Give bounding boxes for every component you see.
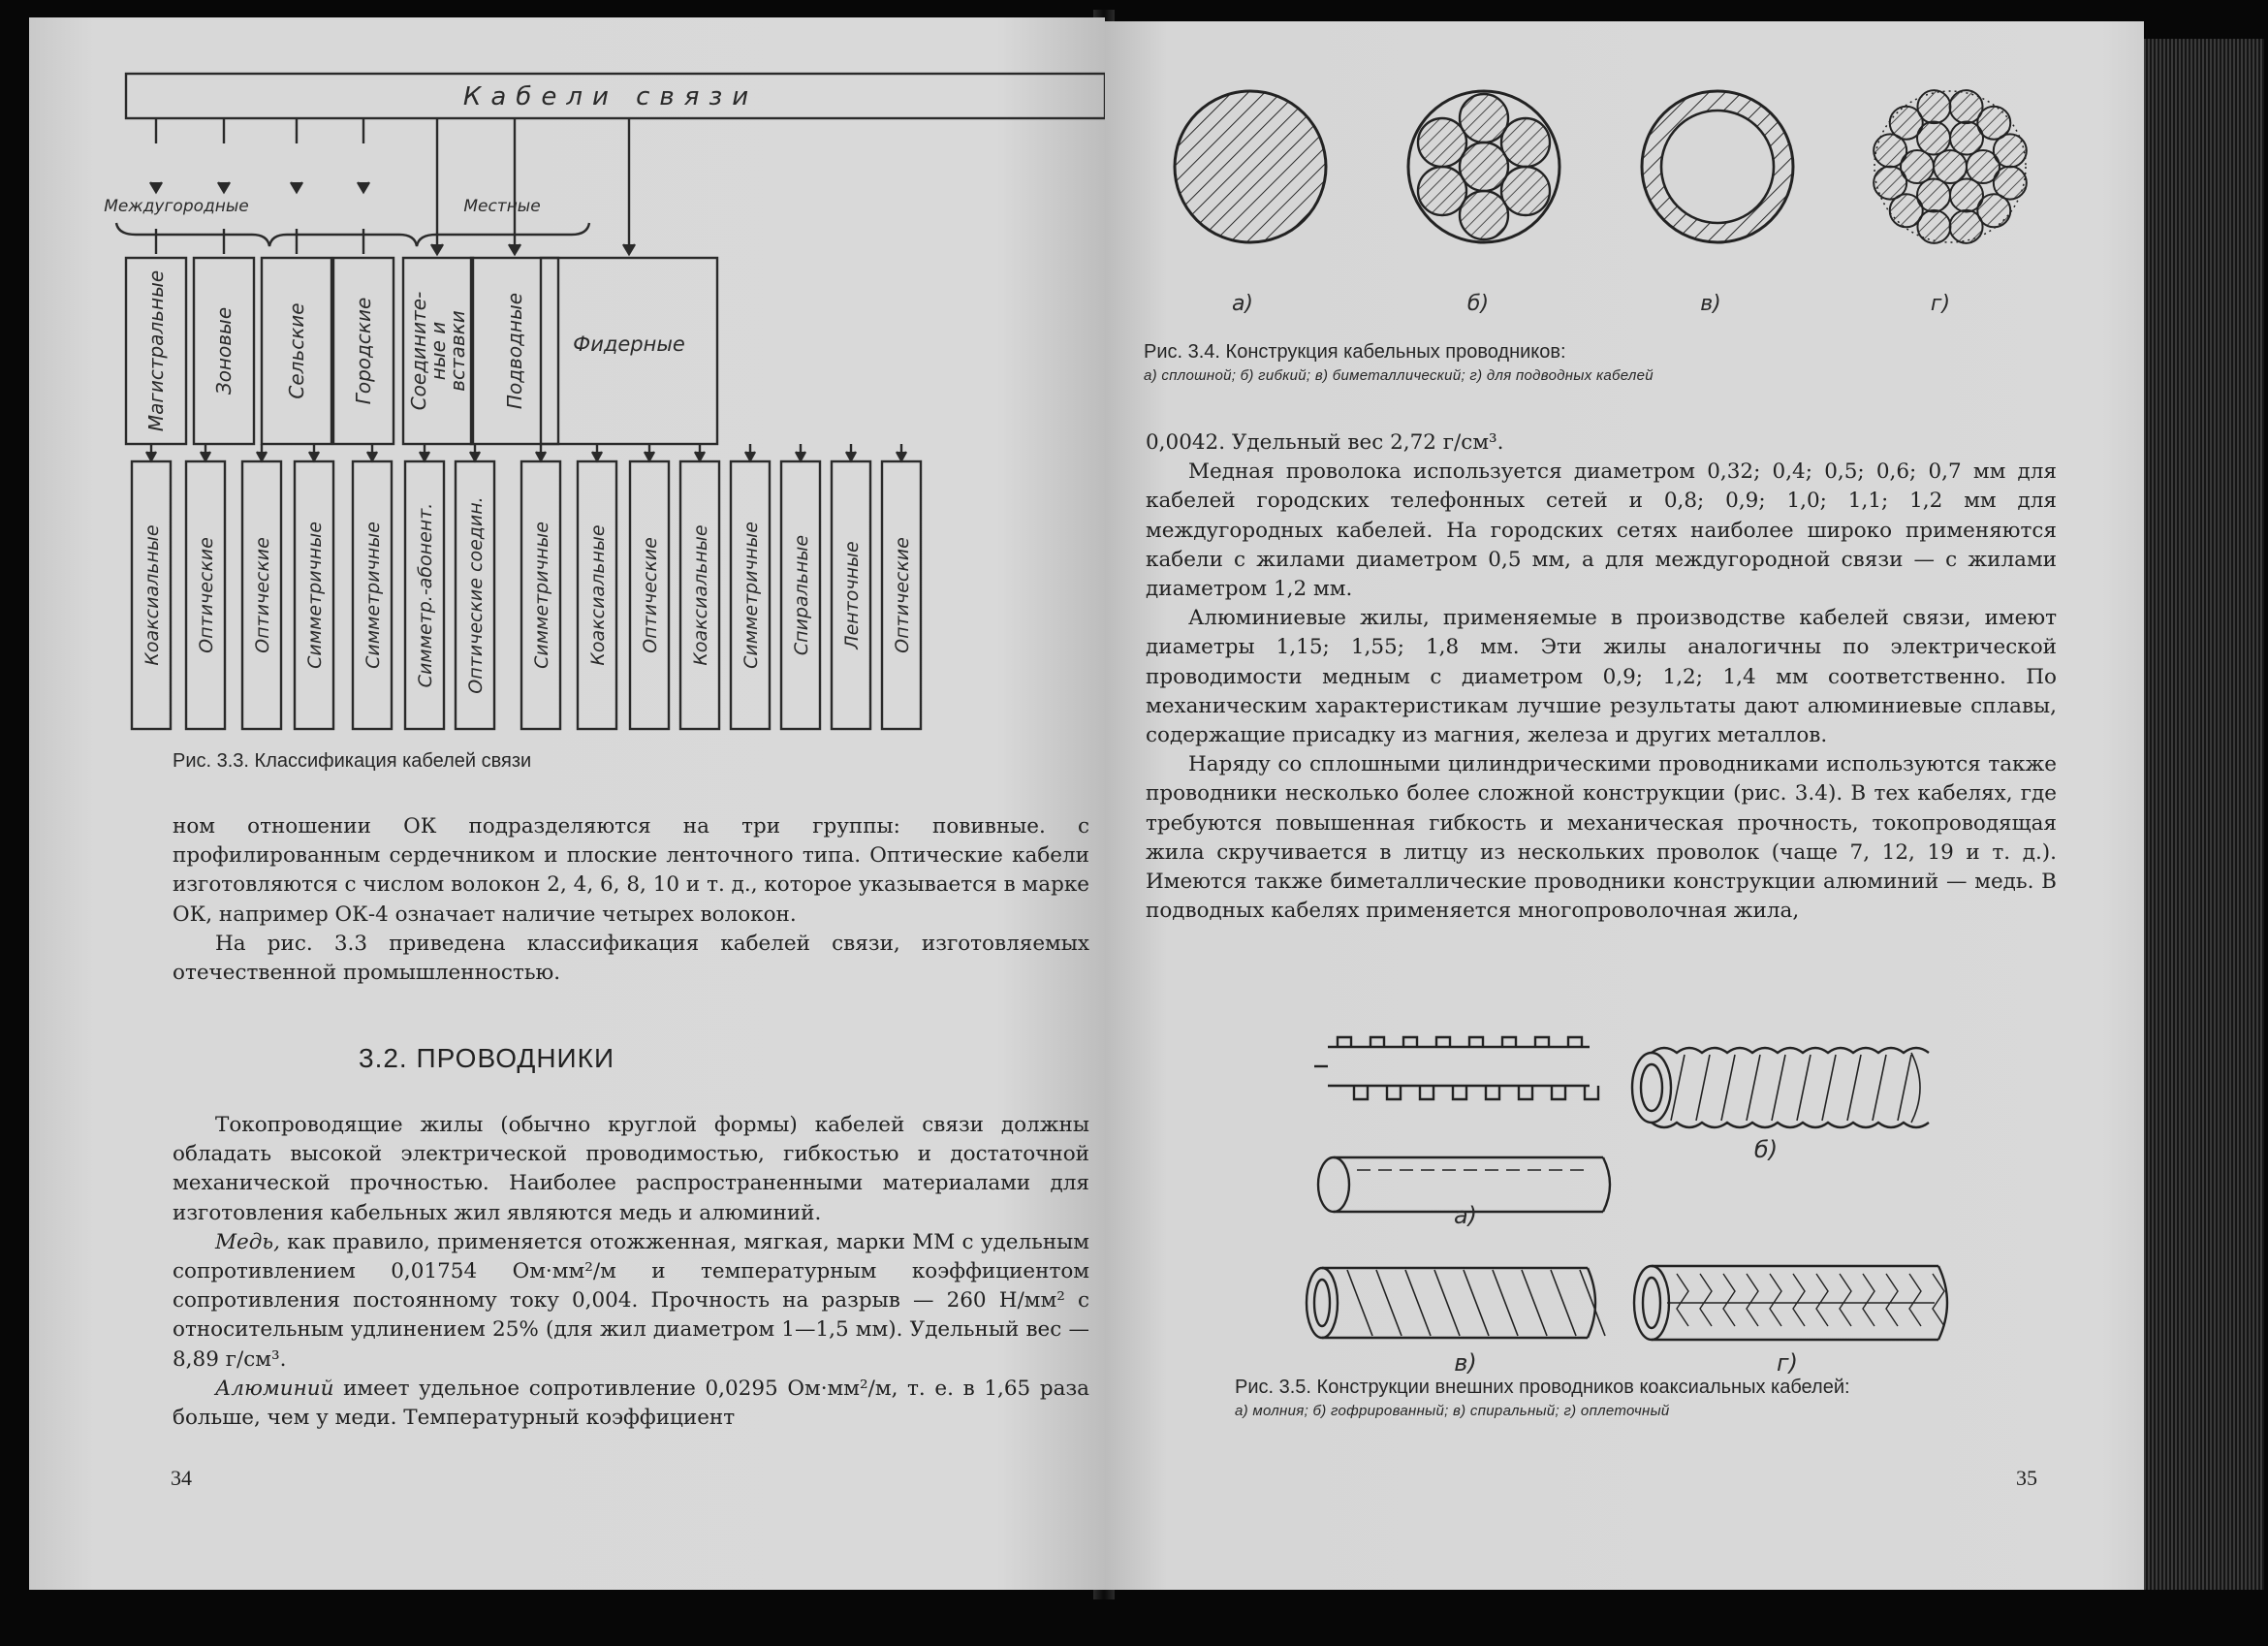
figure-caption-3-3: Рис. 3.3. Классификация кабелей связи [173,750,532,772]
category-label: Городские [352,297,375,405]
figure-label: б) [1466,292,1490,316]
corrugated-conductor-icon [1632,1048,1929,1127]
book-page-edges [2144,39,2264,1590]
leaf-label: Симметричные [304,522,326,669]
paragraph: Наряду со сплошными цилиндрическими проводниками используются также проводники несколько более сложной конструкции (рис. 3.4). В тех кабелях, где требуются повышенная гибкость и механическая прочность, токопроводящая жила скручивается в литцу из нескольких проволок (чаще 7, 12, 19 и т. д.). Имеются также биметаллические проводники конструкции алюминий — медь. В подводных кабелях применяется многопроволочная жила, [1146,752,2057,924]
body-text-top [173,812,1089,988]
body-text-bottom [173,1111,1089,1433]
root-label: Кабели связи [462,82,759,111]
leaf-label: Оптические [892,537,913,653]
paragraph-text: как правило, применяется отожженная, мягкая, марки ММ с удельным сопротивлением 0,01754 Ом·мм²/м и температурным коэффициентом сопротивления постоянному току 0,004. Прочность на разрыв — 260 Н/мм² с относительным удлинением 25% (для жил диаметром 1—1,5 мм). Удельный вес — 8,89 г/см³. [173,1229,1089,1372]
category-label: Фидерные [573,332,685,356]
zipper-conductor-icon [1314,1037,1610,1212]
category-label: ные и [426,321,450,381]
conductor-constructions-figure [1105,21,2144,316]
paragraph: 0,0042. Удельный вес 2,72 г/см³. [1146,430,1504,455]
leaf-label: Симметричные [531,522,552,669]
page-number: 35 [2016,1466,2037,1490]
figure-label: г) [1930,292,1951,316]
term-aluminium: Алюминий [215,1376,334,1401]
figure-label: а) [1453,1202,1478,1229]
braided-conductor-icon [1634,1266,1947,1340]
group-label-intercity: Междугородные [104,197,249,216]
category-label: вставки [446,310,469,392]
flexible-conductor-icon [1408,91,1559,242]
left-page [29,17,1105,1590]
figure-caption-3-4 [1144,341,2113,384]
leaf-label: Спиральные [791,534,812,656]
group-label-local: Местные [463,197,541,216]
figure-label: в) [1454,1349,1477,1377]
paragraph-text: имеет удельное сопротивление 0,0295 Ом·мм²/м, т. е. в 1,65 раза больше, чем у меди. Температурный коэффициент [173,1376,1089,1431]
category-label: Подводные [503,292,526,410]
caption-title: Рис. 3.5. Конструкции внешних проводников коаксиальных кабелей: [1235,1377,1850,1398]
leaf-label: Симметричные [362,522,384,669]
figure-label: б) [1753,1136,1779,1163]
bimetallic-conductor-icon [1642,91,1793,242]
caption-legend: а) сплошной; б) гибкий; в) биметаллический; г) для подводных кабелей [1144,367,1654,384]
leaf-label: Коаксиальные [587,524,609,666]
leaf-label: Симметричные [740,522,762,669]
figure-label: г) [1777,1349,1798,1377]
leaf-label: Коаксиальные [690,524,711,666]
submarine-conductor-icon [1874,90,2027,243]
figure-label: в) [1700,292,1721,316]
paragraph: Медная проволока используется диаметром 0,32; 0,4; 0,5; 0,6; 0,7 мм для кабелей городских телефонных сетей и 0,8; 0,9; 1,0; 1,1; 1,2 мм для междугородных кабелей. На городских сетях наиболее широко применяются кабели с жилами диаметром 0,5 мм, а для междугородной связи — с жилами диаметром 1,2 мм. [1146,459,2057,602]
paragraph: Алюминиевые жилы, применяемые в производстве кабелей связи, имеют диаметры 1,15; 1,55; 1,8 мм. Эти жилы аналогичны по электрической проводимости медным с диаметром 0,9; 1,2; 1,4 мм соответственно. По механическим характеристикам лучшие результаты дают алюминиевые сплавы, содержащие присадку из магния, железа и других металлов. [1146,606,2057,748]
category-label: Сельские [285,302,308,399]
leaf-label: Оптические [640,537,661,653]
leaf-label: Оптические [196,537,217,653]
paragraph: Токопроводящие жилы (обычно круглой формы) кабелей связи должны обладать высокой электрической проводимостью, гибкостью и достаточной механической прочностью. Наиболее распространенными материалами для изготовления кабельных жил являются медь и алюминий. [173,1113,1089,1225]
paragraph: На рис. 3.3 приведена классификация кабелей связи, изготовляемых отечественной промышленностью. [173,931,1089,986]
page-number: 34 [171,1466,192,1490]
category-label: Соедините- [407,291,430,411]
figure-caption-3-5 [1235,1377,2068,1419]
cable-classification-diagram [29,17,1105,764]
section-heading: 3.2. ПРОВОДНИКИ [359,1043,615,1073]
paragraph: ном отношении ОК подразделяются на три группы: повивные. с профилированным сердечником и плоские ленточного типа. Оптические кабели изготовляются с числом волокон 2, 4, 6, 8, 10 и т. д., которое указывается в марке ОК, например ОК-4 означает наличие четырех волокон. [173,814,1089,927]
coaxial-outer-conductors-figure [1105,1010,2144,1378]
leaf-label: Оптические соедин. [465,496,487,694]
leaf-label: Ленточные [841,541,863,649]
body-text [1146,428,2057,926]
caption-title: Рис. 3.4. Конструкция кабельных проводников: [1144,341,1566,363]
caption-legend: а) молния; б) гофрированный; в) спиральный; г) оплеточный [1235,1403,1670,1419]
solid-conductor-icon [1175,91,1326,242]
figure-label: а) [1231,292,1254,316]
leaf-label: Симметр.-абонент. [415,502,436,688]
paragraph [173,1375,1089,1433]
leaf-label: Оптические [252,537,273,653]
term-copper: Медь, [215,1229,280,1254]
leaf-label: Коаксиальные [142,524,163,666]
paragraph [173,1228,1089,1375]
category-label: Магистральные [144,269,168,432]
spiral-conductor-icon [1307,1268,1605,1338]
right-page [1105,21,2144,1590]
category-label: Зоновые [212,306,236,396]
